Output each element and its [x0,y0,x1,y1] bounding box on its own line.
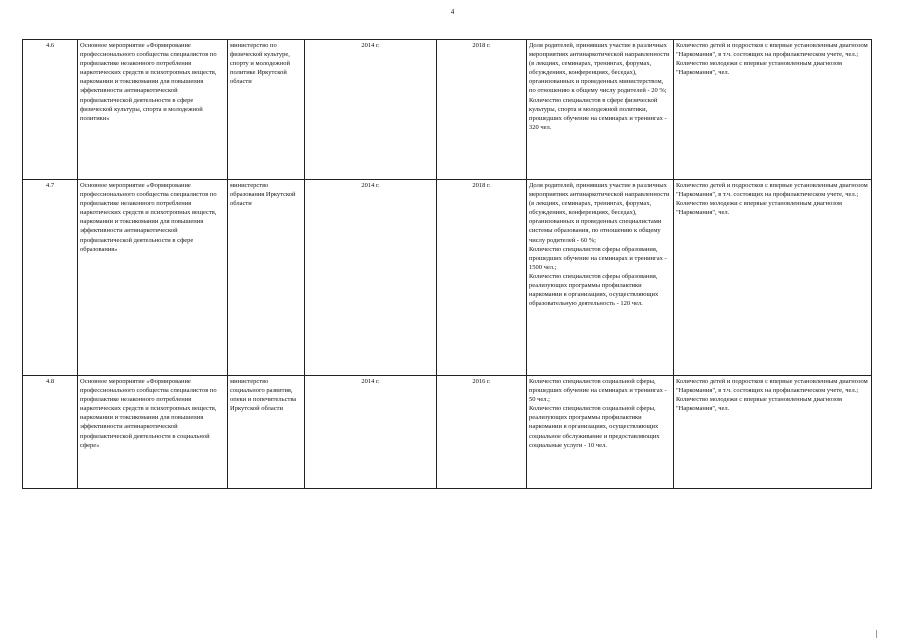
target-indicators: Количество детей и подростков с впервые установленным диагнозом "Наркомания", в т.ч. состоящих на профилактическом учете, чел.; Количество молодежи с впервые установленным диагнозом "Наркомания", чел. [674,180,872,376]
activity-name: Основное мероприятие «Формирование профессионального сообщества специалистов по профилактике незаконного потребления наркотических средств и психотропных веществ, наркомании и токсикомании для повышения эффективности антинаркотической профилактической деятельности в социальной сфере» [78,376,228,489]
table-row [23,180,872,376]
responsible-executor: министерство по физической культуре, спорту и молодежной политике Иркутской области [228,40,305,180]
table-row [23,376,872,489]
page-number: 4 [450,8,455,16]
end-year: 2018 г. [437,180,527,376]
program-activities-table [22,39,872,489]
activity-name: Основное мероприятие «Формирование профессионального сообщества специалистов по профилактике незаконного потребления наркотических средств и психотропных веществ, наркомании и токсикомании для повышения эффективности антинаркотической профилактической деятельности в сфере физической культуры, спорта и молодежной политики» [78,40,228,180]
end-year: 2016 г. [437,376,527,489]
responsible-executor: министерство образования Иркутской области [228,180,305,376]
expected-results: Доля родителей, принявших участие в различных мероприятиях антинаркотической направленности (в лекциях, семинарах, тренингах, форумах, обсуждениях, конференциях, беседах), организованных и проведенных специалистами системы образования, по отношению к общему числу родителей - 60 %; Количество специалистов сферы образования, прошедших обучение на семинарах и тренингах - 1500 чел.; Количество специалистов сферы образования, реализующих программы профилактики наркомании в организациях, осуществляющих образовательную деятельность - 120 чел. [527,180,674,376]
start-year: 2014 г. [305,40,437,180]
expected-results: Доля родителей, принявших участие в различных мероприятиях антинаркотической направленности (в лекциях, семинарах, тренингах, форумах, обсуждениях, конференциях, беседах), организованных и проведенных министерством, по отношению к общему числу родителей - 20 %; Количество специалистов в сфере физической культуры, спорта и молодежной политики, прошедших обучение на семинарах и тренингах - 320 чел. [527,40,674,180]
start-year: 2014 г. [305,180,437,376]
row-number: 4.6 [23,40,78,180]
responsible-executor: министерство социального развития, опеки и попечительства Иркутской области [228,376,305,489]
target-indicators: Количество детей и подростков с впервые установленным диагнозом "Наркомания", в т.ч. состоящих на профилактическом учете, чел.; Количество молодежи с впервые установленным диагнозом "Наркомания", чел. [674,40,872,180]
table-row [23,40,872,180]
start-year: 2014 г. [305,376,437,489]
scan-margin-mark [876,630,877,638]
target-indicators: Количество детей и подростков с впервые установленным диагнозом "Наркомания", в т.ч. состоящих на профилактическом учете, чел.; Количество молодежи с впервые установленным диагнозом "Наркомания", чел. [674,376,872,489]
row-number: 4.7 [23,180,78,376]
expected-results: Количество специалистов социальной сферы, прошедших обучение на семинарах и тренингах - 50 чел.; Количество специалистов социальной сферы, реализующих программы профилактики наркомании в организациях, осуществляющих социальное обслуживание и предоставляющих социальные услуги - 10 чел. [527,376,674,489]
activity-name: Основное мероприятие «Формирование профессионального сообщества специалистов по профилактике незаконного потребления наркотических средств и психотропных веществ, наркомании и токсикомании для повышения эффективности антинаркотической профилактической деятельности в сфере образования» [78,180,228,376]
row-number: 4.8 [23,376,78,489]
end-year: 2018 г. [437,40,527,180]
